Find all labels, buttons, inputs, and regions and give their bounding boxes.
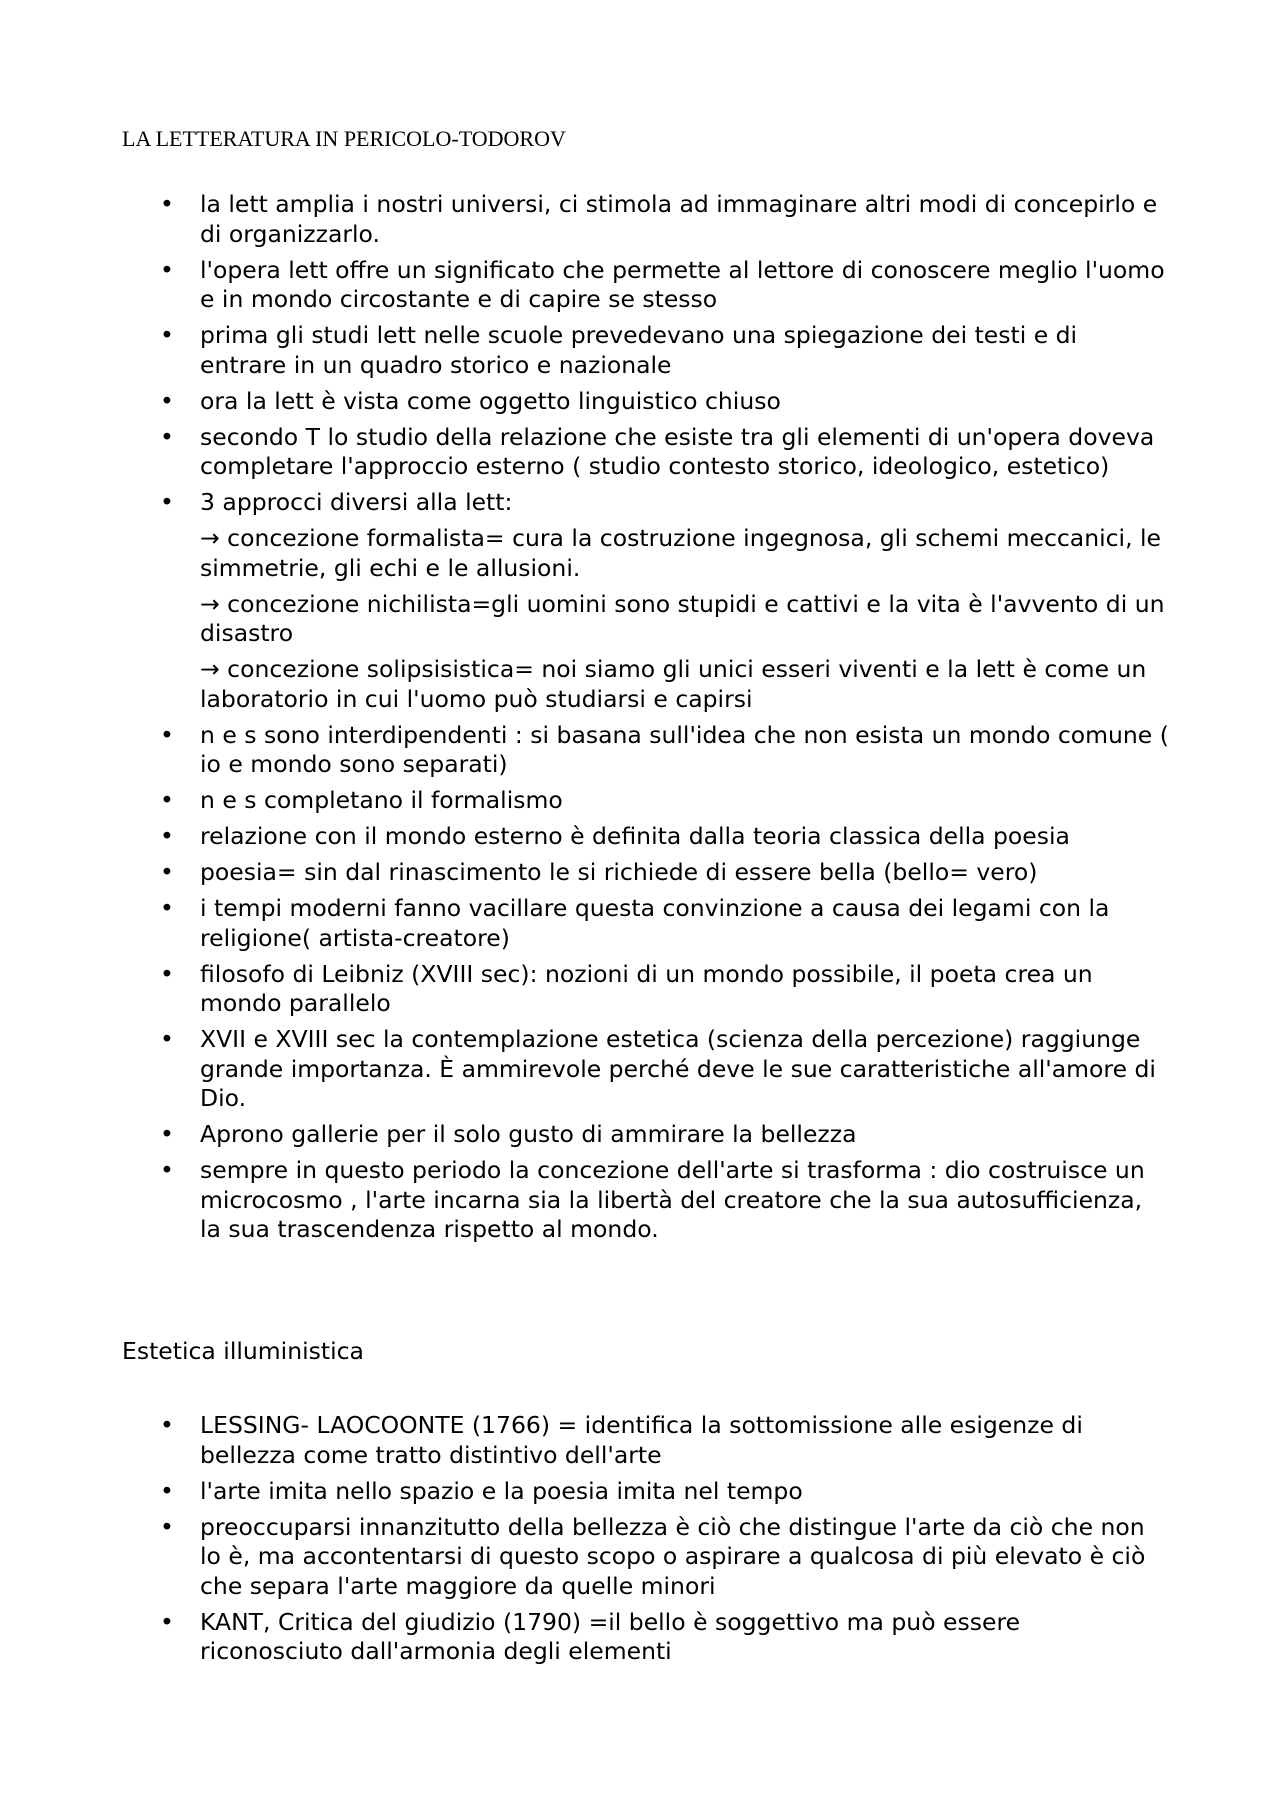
list-item (0, 960, 1170, 1019)
list-item (0, 321, 1170, 380)
list-item-text: KANT, Critica del giudizio (1790) =il bello è soggettivo ma può essere riconosciuto dall'armonia degli elementi (200, 1607, 1021, 1665)
list-item (0, 1608, 1170, 1667)
list-item (0, 387, 1170, 417)
list-item-text: Aprono gallerie per il solo gusto di ammirare la bellezza (200, 1120, 857, 1148)
bullet-list-todorov (0, 190, 1280, 1251)
list-item-text: 3 approcci diversi alla lett: (200, 488, 513, 516)
bullet-icon: • (160, 1156, 174, 1184)
list-item (0, 822, 1170, 852)
bullet-icon: • (160, 1120, 174, 1148)
list-item-text: sempre in questo periodo la concezione dell'arte si trasforma : dio costruisce un microcosmo , l'arte incarna sia la libertà del creatore che la sua autosufficienza, la sua trascendenza rispetto al mondo. (200, 1156, 1145, 1243)
list-item-text: poesia= sin dal rinascimento le si richiede di essere bella (bello= vero) (200, 858, 1038, 886)
list-item-text: ora la lett è vista come oggetto linguistico chiuso (200, 386, 781, 415)
section-heading: Estetica illuministica (122, 1337, 364, 1365)
bullet-icon: • (160, 822, 174, 850)
approach-formalist: → concezione formalista= cura la costruzione ingegnosa, gli schemi meccanici, le simmetrie, gli echi e le allusioni. (200, 524, 1161, 582)
list-item-text: relazione con il mondo esterno è definita dalla teoria classica della poesia (200, 822, 1070, 850)
bullet-icon: • (160, 959, 174, 988)
list-item (0, 786, 1170, 816)
list-item-text: l'opera lett offre un significato che permette al lettore di conoscere meglio l'uomo e in mondo circostante e di capire se stesso (200, 255, 1165, 313)
list-item-text: secondo T lo studio della relazione che esiste tra gli elementi di un'opera doveva completare l'approccio esterno ( studio contesto storico, ideologico, estetico) (200, 422, 1155, 480)
list-item (0, 1513, 1170, 1602)
list-item-text: LESSING- LAOCOONTE (1766) = identifica la sottomissione alle esigenze di bellezza come tratto distintivo dell'arte (200, 1411, 1083, 1469)
approach-nihilist: → concezione nichilista=gli uomini sono stupidi e cattivi e la vita è l'avvento di un disastro (200, 589, 1165, 647)
approach-solipsist: → concezione solipsisistica= noi siamo gli unici esseri viventi e la lett è come un laboratorio in cui l'uomo può studiarsi e capirsi (200, 655, 1147, 713)
bullet-icon: • (160, 894, 174, 922)
list-item-text: la lett amplia i nostri universi, ci stimola ad immaginare altri modi di concepirlo e di organizzarlo. (200, 190, 1158, 248)
bullet-icon: • (160, 858, 174, 886)
bullet-icon: • (160, 1512, 174, 1541)
list-item-text: i tempi moderni fanno vacillare questa convinzione a causa dei legami con la religione( artista-creatore) (200, 894, 1110, 952)
list-item-text: XVII e XVIII sec la contemplazione estetica (scienza della percezione) raggiunge grande importanza. È ammirevole perché deve le sue caratteristiche all'amore di Dio. (200, 1025, 1156, 1112)
document-title: LA LETTERATURA IN PERICOLO-TODOROV (122, 126, 566, 151)
list-item (0, 256, 1170, 315)
list-item (0, 1120, 1170, 1150)
bullet-icon: • (160, 1476, 174, 1505)
list-item (0, 894, 1170, 953)
list-item-text: n e s completano il formalismo (200, 786, 563, 814)
list-item-approaches (0, 488, 1170, 714)
bullet-icon: • (160, 1411, 174, 1439)
list-item (0, 1477, 1170, 1507)
bullet-icon: • (160, 720, 174, 749)
list-item (0, 1156, 1170, 1245)
bullet-icon: • (160, 1025, 174, 1053)
bullet-list-enlightenment (0, 1411, 1280, 1673)
bullet-icon: • (160, 786, 174, 814)
bullet-icon: • (160, 255, 174, 284)
list-item (0, 190, 1170, 249)
list-item (0, 858, 1170, 888)
list-item (0, 721, 1170, 780)
bullet-icon: • (160, 321, 174, 349)
list-item (0, 423, 1170, 482)
bullet-icon: • (160, 488, 174, 516)
list-item-text: n e s sono interdipendenti : si basana sull'idea che non esista un mondo comune ( io e mondo sono separati) (200, 720, 1169, 778)
list-item-text: filosofo di Leibniz (XVIII sec): nozioni di un mondo possibile, il poeta crea un mondo parallelo (200, 959, 1093, 1017)
bullet-icon: • (160, 190, 174, 218)
bullet-icon: • (160, 386, 174, 415)
list-item (0, 1411, 1170, 1470)
list-item-text: prima gli studi lett nelle scuole prevedevano una spiegazione dei testi e di entrare in un quadro storico e nazionale (200, 321, 1078, 379)
list-item-text: preoccuparsi innanzitutto della bellezza è ciò che distingue l'arte da ciò che non lo è, ma accontentarsi di questo scopo o aspirare a qualcosa di più elevato è ciò che separa l'arte maggiore da quelle minori (200, 1512, 1146, 1600)
bullet-icon: • (160, 1607, 174, 1636)
list-item-text: l'arte imita nello spazio e la poesia imita nel tempo (200, 1476, 803, 1505)
list-item (0, 1025, 1170, 1114)
bullet-icon: • (160, 422, 174, 451)
